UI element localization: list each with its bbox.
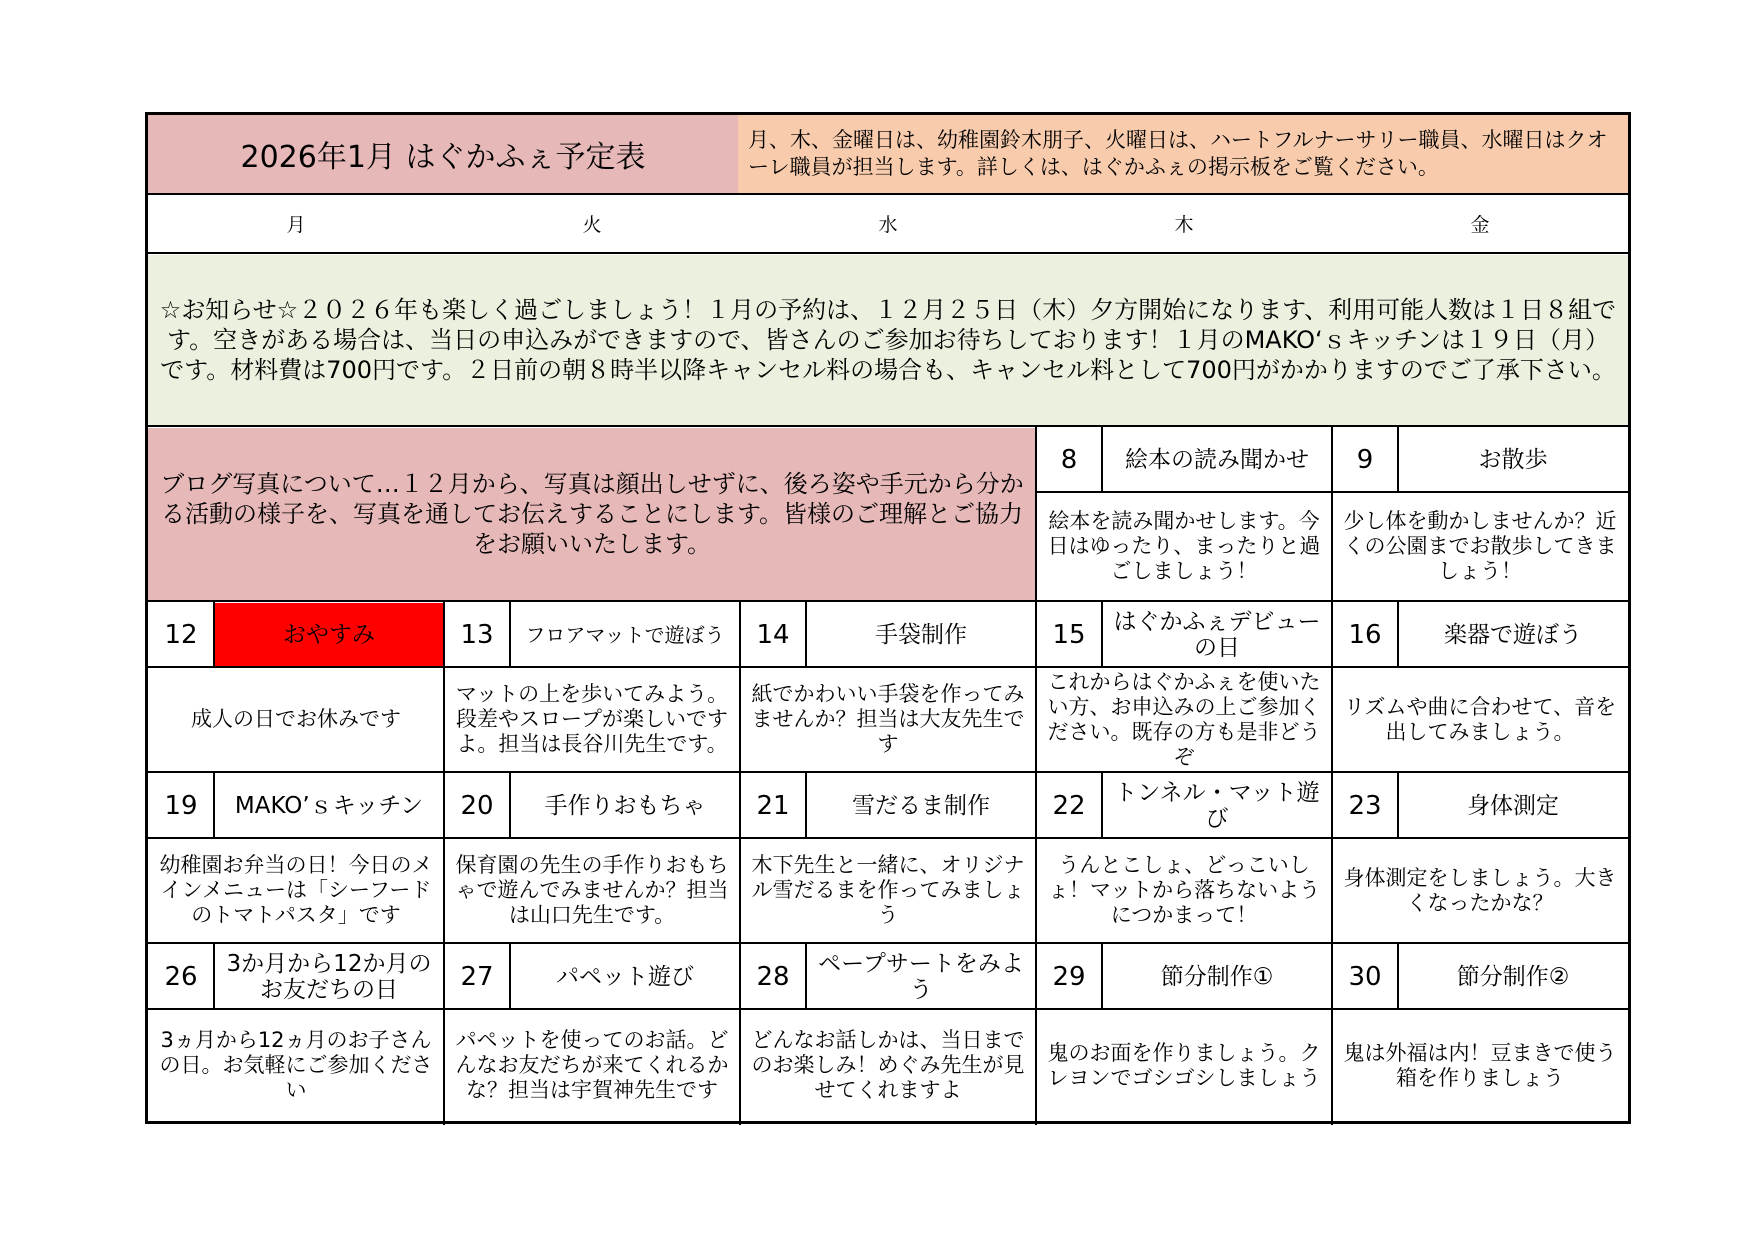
grid-line: [148, 666, 1628, 668]
staff-note: 月、木、金曜日は、幼稚園鈴木朋子、火曜日は、ハートフルナーサリー職員、水曜日はクオーレ職員が担当します。詳しくは、はぐかふぇの掲示板をご覧ください。: [738, 115, 1628, 193]
grid-line: [1397, 600, 1399, 666]
event-description: マットの上を歩いてみよう。段差やスロープが楽しいですよ。担当は長谷川先生です。: [455, 682, 729, 756]
event-description: 身体測定をしましょう。大きくなったかな？: [1343, 865, 1617, 915]
schedule-sheet: [145, 112, 1631, 1124]
event-title: 楽器で遊ぼう: [1444, 621, 1582, 648]
event-description: うんとこしょ、どっこいしょ！マットから落ちないようにつかまって！: [1047, 853, 1321, 927]
day-number: 15: [1052, 619, 1086, 650]
day-number: 28: [756, 961, 790, 992]
grid-line: [148, 942, 1628, 944]
grid-line: [509, 600, 511, 666]
grid-line: [1101, 425, 1103, 491]
weekday-mon: 月: [286, 214, 306, 236]
grid-line: [1101, 942, 1103, 1008]
event-title: 節分制作②: [1456, 963, 1570, 990]
grid-line: [805, 771, 807, 837]
grid-line: [509, 942, 511, 1008]
day-number: 23: [1348, 790, 1382, 821]
event-description: 絵本を読み聞かせします。今日はゆったり、まったりと過ごしましょう！: [1047, 509, 1321, 583]
event-title: パペット遊び: [556, 963, 694, 990]
grid-line: [1397, 942, 1399, 1008]
weekday-thu: 木: [1174, 214, 1194, 236]
event-description: 幼稚園お弁当の日！今日のメインメニューは「シーフードのトマトパスタ」です: [159, 853, 433, 927]
day-number: 30: [1348, 961, 1382, 992]
event-title: 3か月から12か月のお友だちの日: [226, 950, 432, 1003]
event-title: 手袋制作: [875, 621, 967, 648]
day-number: 29: [1052, 961, 1086, 992]
day-number: 26: [164, 961, 198, 992]
event-description: 鬼は外福は内！豆まきで使う箱を作りましょう: [1343, 1040, 1617, 1090]
grid-line: [1101, 771, 1103, 837]
grid-line: [148, 837, 1628, 839]
grid-line: [148, 771, 1628, 773]
day-number: 8: [1060, 444, 1078, 475]
grid-line: [1101, 600, 1103, 666]
event-description: 紙でかわいい手袋を作ってみませんか？担当は大友先生です: [751, 682, 1025, 756]
grid-line: [148, 1008, 1628, 1010]
grid-line: [739, 600, 741, 1125]
blog-photo-note: ブログ写真について…１２月から、写真は顔出しせずに、後ろ姿や手元から分かる活動の様子を、写真を通してお伝えすることにします。皆様のご理解とご協力をお願いいたします。: [148, 428, 1036, 600]
grid-line: [148, 252, 1628, 254]
day-number: 27: [460, 961, 494, 992]
event-description: 少し体を動かしませんか？近くの公園までお散歩してきましょう！: [1343, 509, 1617, 583]
day-number: 19: [164, 790, 198, 821]
weekday-wed: 水: [878, 214, 898, 236]
weekday-tue: 火: [582, 214, 602, 236]
day-number: 13: [460, 619, 494, 650]
grid-line: [805, 600, 807, 666]
event-title: 手作りおもちゃ: [544, 792, 706, 819]
event-description: 木下先生と一緒に、オリジナル雪だるまを作ってみましょう: [751, 853, 1025, 927]
event-title: 節分制作①: [1160, 963, 1274, 990]
event-description: これからはぐかふぇを使いたい方、お申込みの上ご参加ください。既存の方も是非どうぞ: [1047, 669, 1321, 769]
grid-line: [1397, 425, 1399, 491]
event-title: ペープサートをみよう: [818, 950, 1024, 1003]
event-description: どんなお話しかは、当日までのお楽しみ！めぐみ先生が見せてくれますよ: [751, 1028, 1025, 1102]
day-number: 22: [1052, 790, 1086, 821]
event-title: お散歩: [1478, 446, 1548, 473]
grid-line: [805, 942, 807, 1008]
day-number: 12: [164, 619, 198, 650]
day-number: 20: [460, 790, 494, 821]
grid-line: [213, 771, 215, 837]
event-title: 身体測定: [1467, 792, 1559, 819]
grid-line: [509, 771, 511, 837]
event-title: はぐかふぇデビューの日: [1113, 608, 1321, 661]
event-description: リズムや曲に合わせて、音を出してみましょう。: [1343, 694, 1617, 744]
grid-line: [213, 942, 215, 1008]
holiday-label: おやすみ: [214, 603, 444, 666]
grid-line: [148, 425, 1628, 427]
grid-line: [148, 600, 1628, 602]
grid-line: [213, 600, 215, 666]
event-description: 3ヵ月から12ヵ月のお子さんの日。お気軽にご参加ください: [159, 1028, 433, 1102]
grid-line: [148, 193, 1628, 195]
weekday-fri: 金: [1470, 214, 1490, 236]
grid-line: [1331, 425, 1333, 1125]
grid-line: [1035, 425, 1037, 1125]
event-title: フロアマットで遊ぼう: [525, 622, 725, 647]
notice-banner: ☆お知らせ☆２０２６年も楽しく過ごしましょう！１月の予約は、１２月２５日（木）夕方開始になります、利用可能人数は１日８組です。空きがある場合は、当日の申込みができますので、皆さんのご参加お待ちしております！１月のMAKO‘ｓキッチンは１９日（月）です。材料費は700円です。２日前の朝８時半以降キャンセル料の場合も、キャンセル料として700円がかかりますのでご了承下さい。: [148, 255, 1628, 425]
page-title: 2026年1月 はぐかふぇ予定表: [148, 115, 738, 193]
event-description: パペットを使ってのお話。どんなお友だちが来てくれるかな？担当は宇賀神先生です: [455, 1028, 729, 1102]
event-title: MAKO’ｓキッチン: [234, 792, 424, 819]
day-number: 9: [1356, 444, 1374, 475]
event-description: 成人の日でお休みです: [191, 707, 401, 731]
event-description: 鬼のお面を作りましょう。クレヨンでゴシゴシしましょう: [1047, 1040, 1321, 1090]
day-number: 16: [1348, 619, 1382, 650]
event-title: トンネル・マット遊び: [1114, 779, 1320, 832]
event-title: 雪だるま制作: [852, 792, 990, 819]
event-description: 保育園の先生の手作りおもちゃで遊んでみませんか？担当は山口先生です。: [455, 853, 729, 927]
day-number: 21: [756, 790, 790, 821]
grid-line: [443, 600, 445, 1125]
grid-line: [1397, 771, 1399, 837]
event-title: 絵本の読み聞かせ: [1125, 446, 1309, 473]
day-number: 14: [756, 619, 790, 650]
